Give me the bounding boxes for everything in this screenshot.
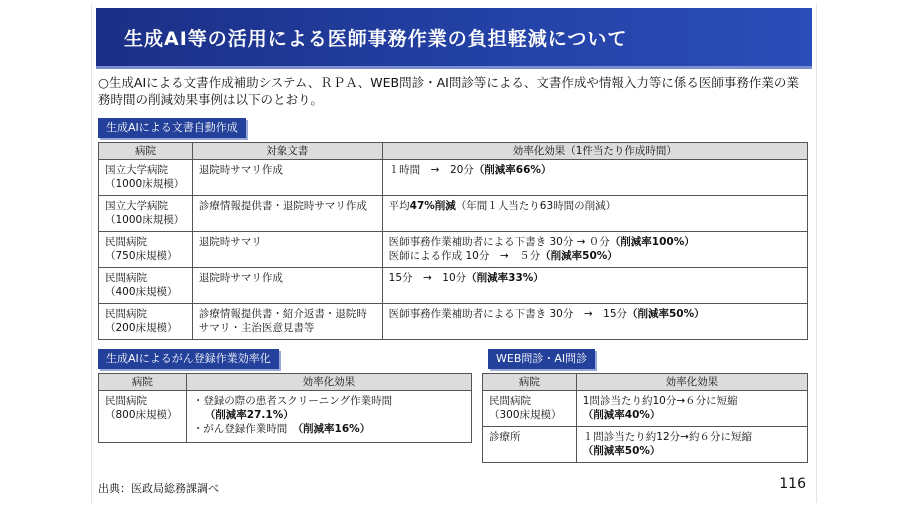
table-row — [483, 427, 808, 463]
table-row — [99, 391, 472, 443]
section-label-document-generation: 生成AIによる文書自動作成 — [98, 118, 246, 138]
page-number: 116 — [779, 476, 806, 492]
cell-effect: 15分 → 10分（削減率33%） — [382, 268, 807, 304]
cell-effect: 医師事務作業補助者による下書き 30分 → ０分（削減率100%） 医師による作成 10分 → ５分（削減率50%） — [382, 232, 807, 268]
table-row — [99, 268, 808, 304]
intro-text: ○生成AIによる文書作成補助システム、ＲＰＡ、WEB問診・AI問診等による、文書作成や情報入力等に係る医師事務作業の業務時間の削減効果事例は以下のとおり。 — [98, 75, 799, 107]
table-row — [99, 232, 808, 268]
table-row — [99, 160, 808, 196]
web-ai-interview-table — [482, 373, 808, 463]
header-document: 対象文書 — [192, 143, 382, 160]
cell-effect: 医師事務作業補助者による下書き 30分 → 15分（削減率50%） — [382, 304, 807, 340]
cell-document: 退院時サマリ作成 — [192, 160, 382, 196]
section-label-web-ai-interview: WEB問診・AI問診 — [488, 349, 595, 369]
cell-effect: １時間 → 20分（削減率66%） — [382, 160, 807, 196]
slide-title: 生成AI等の活用による医師事務作業の負担軽減について — [124, 28, 628, 50]
cell-document: 退院時サマリ作成 — [192, 268, 382, 304]
section-label-cancer-registry: 生成AIによるがん登録作業効率化 — [98, 349, 279, 369]
cell-hospital: 国立大学病院 （1000床規模） — [99, 160, 193, 196]
cell-hospital: 民間病院 （800床規模） — [99, 391, 187, 443]
header-effect: 効率化効果（1件当たり作成時間） — [382, 143, 807, 160]
table-row — [483, 391, 808, 427]
header-hospital: 病院 — [99, 374, 187, 391]
table-header-row — [99, 143, 808, 160]
cell-document: 退院時サマリ — [192, 232, 382, 268]
cell-hospital: 民間病院 （200床規模） — [99, 304, 193, 340]
cell-hospital: 民間病院 （400床規模） — [99, 268, 193, 304]
table-header-row — [483, 374, 808, 391]
table-row — [99, 196, 808, 232]
cancer-registry-table — [98, 373, 472, 443]
cell-hospital: 国立大学病院 （1000床規模） — [99, 196, 193, 232]
slide — [91, 4, 817, 503]
cell-hospital: 診療所 — [483, 427, 577, 463]
table-row — [99, 304, 808, 340]
document-generation-table — [98, 142, 808, 340]
header-hospital: 病院 — [483, 374, 577, 391]
source-note: 出典：医政局総務課調べ — [98, 482, 219, 495]
header-effect: 効率化効果 — [186, 374, 471, 391]
cell-effect: 平均47%削減（年間１人当たり63時間の削減） — [382, 196, 807, 232]
cell-effect: １問診当たり約12分→約６分に短縮 （削減率50%） — [576, 427, 807, 463]
title-bar — [96, 8, 812, 69]
table-header-row — [99, 374, 472, 391]
cell-effect: 1問診当たり約10分→６分に短縮 （削減率40%） — [576, 391, 807, 427]
header-hospital: 病院 — [99, 143, 193, 160]
cell-document: 診療情報提供書・退院時サマリ作成 — [192, 196, 382, 232]
cell-hospital: 民間病院 （300床規模） — [483, 391, 577, 427]
header-effect: 効率化効果 — [576, 374, 807, 391]
cell-hospital: 民間病院 （750床規模） — [99, 232, 193, 268]
cell-effect: ・登録の際の患者スクリーニング作業時間 （削減率27.1%） ・がん登録作業時間 （削減率16%） — [186, 391, 471, 443]
cell-document: 診療情報提供書・紹介返書・退院時 サマリ・主治医意見書等 — [192, 304, 382, 340]
